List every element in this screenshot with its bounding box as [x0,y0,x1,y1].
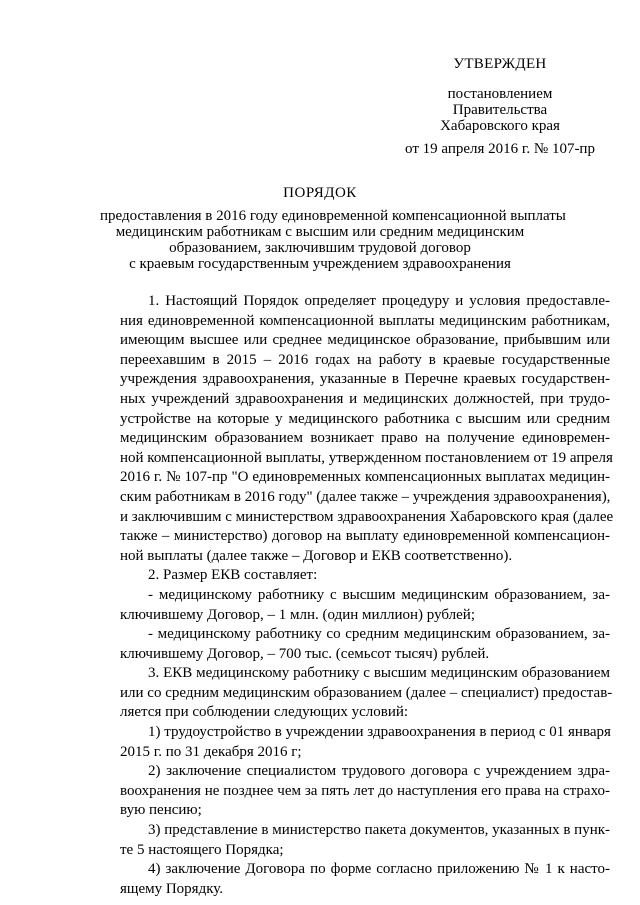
body-line: ной компенсационной выплаты, утвержденном постановлением от 19 апреля [120,449,613,466]
body-line: вую пенсию; [120,802,202,819]
body-line: 2. Размер ЕКВ составляет: [148,567,318,584]
body-line: - медицинскому работнику со средним медицинским образованием, за- [148,626,610,643]
body-line: имеющим высшее или среднее медицинское образование, прибывшим или [120,332,610,349]
body-line: или со средним медицинским образованием (далее – специалист) предостав- [120,684,613,701]
approval-line-1: постановлением [447,86,553,102]
approval-line-2: Правительства [452,102,548,118]
body-line: 3) представление в министерство пакета документов, указанных в пунк- [148,822,611,839]
body-line: 2) заключение специалистом трудового договора с учреждением здра- [148,763,610,780]
body-line: 2015 г. по 31 декабря 2016 г; [120,743,302,760]
approval-block [390,56,610,157]
body-line: 1) трудоустройство в учреждении здравоохранения в период с 01 января [148,724,611,741]
document-heading: ПОРЯДОК [283,185,357,201]
body-line: ляется при соблюдении следующих условий: [120,704,409,721]
body-line: ных учреждений здравоохранения и медицинских должностей, при трудо- [120,390,610,407]
approval-line-3: Хабаровского края [440,118,560,134]
body-line: 2016 г. № 107-пр "О единовременных компенсационных выплатах медицин- [120,469,610,486]
document-body [120,292,614,899]
body-line: воохранения не позднее чем за пять лет до наступления его права на страхо- [120,782,610,799]
body-line: учреждения здравоохранения, указанные в Перечне краевых государствен- [120,371,610,388]
body-line: ским работникам в 2016 году" (далее также – учреждения здравоохранения), [120,488,611,505]
body-line: 4) заключение Договора по форме согласно приложению № 1 к насто- [148,861,610,878]
body-line: и заключившим с министерством здравоохранения Хабаровского края (далее [120,508,614,525]
document-subtitle [100,208,566,272]
body-line: ящему Порядку. [120,880,224,897]
body-line: ния единовременной компенсационной выплаты медицинским работникам, [120,312,610,329]
approval-title: УТВЕРЖДЕН [453,56,547,72]
body-line: 3. ЕКВ медицинскому работнику с высшим медицинским образованием [148,665,610,682]
body-line: - медицинскому работнику с высшим медицинским образованием, за- [148,586,610,603]
body-line: ключившему Договор, – 1 млн. (один миллион) рублей; [120,606,475,623]
subtitle-line: медицинским работникам с высшим или средним медицинским [115,224,525,240]
body-line: медицинским образованием возникает право на получение единовремен- [120,430,610,447]
body-line: 1. Настоящий Порядок определяет процедуру и условия предоставле- [148,293,610,309]
body-line: ной выплаты (далее также – Договор и ЕКВ соответственно). [120,547,513,564]
body-line: ключившему Договор, – 700 тыс. (семьсот тысяч) рублей. [120,645,490,662]
approval-date: от 19 апреля 2016 г. № 107-пр [405,141,595,157]
body-line: те 5 настоящего Порядка; [120,841,284,858]
subtitle-line: с краевым государственным учреждением здравоохранения [129,256,511,272]
body-line: устройстве на которые у медицинского работника с высшим или средним [120,410,610,427]
subtitle-line: образованием, заключившим трудовой договор [169,240,471,256]
body-line: также – министерство) договор на выплату единовременной компенсацион- [120,528,610,545]
subtitle-line: предоставления в 2016 году единовременной компенсационной выплаты [100,208,566,224]
body-line: переехавшим в 2015 – 2016 годах на работу в краевые государственные [120,351,610,368]
